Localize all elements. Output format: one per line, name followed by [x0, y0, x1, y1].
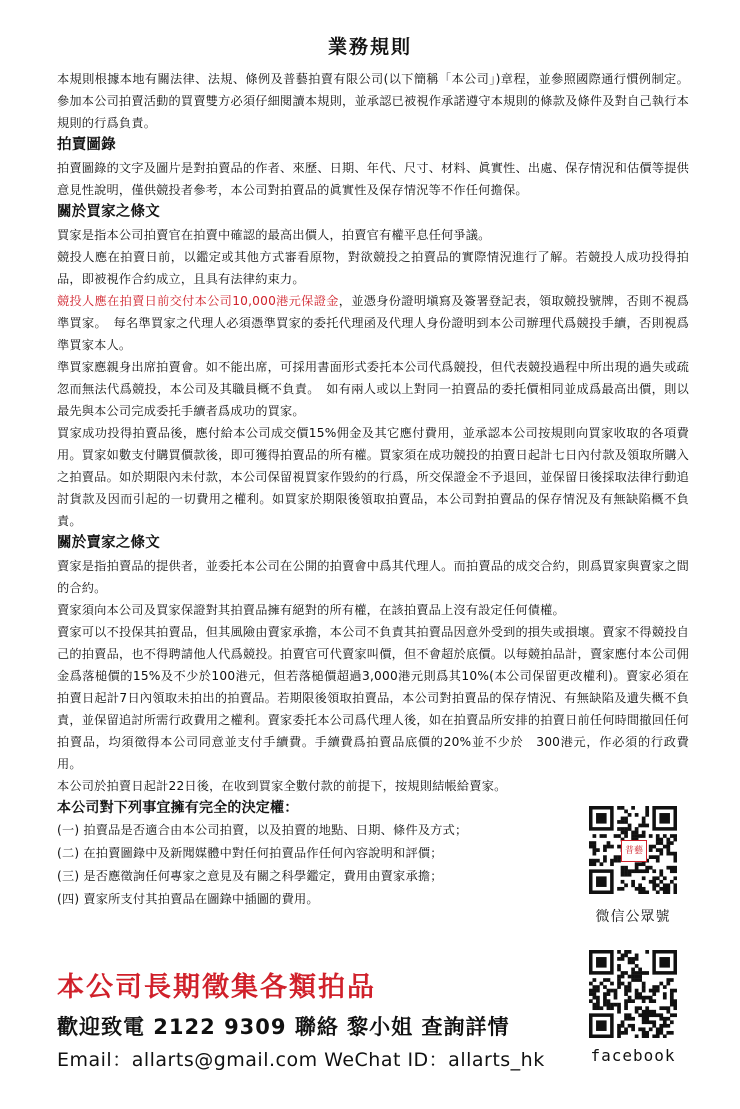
rights-item: (一) 拍賣品是否適合由本公司拍賣，以及拍賣的地點、日期、條件及方式； — [57, 823, 468, 837]
facebook-qr-label: facebook — [590, 1046, 676, 1065]
buyer-paragraph-1: 買家是指本公司拍賣官在拍賣中確認的最高出價人，拍賣官有權平息任何爭議。 — [57, 228, 491, 242]
seller-paragraph-2: 賣家須向本公司及買家保證對其拍賣品擁有絕對的所有權，在該拍賣品上沒有設定任何債權。 — [57, 603, 565, 617]
buyer-paragraph-5: 買家成功投得拍賣品後，應付給本公司成交價15%佣金及其它應付費用，並承認本公司按規則向買家收取的各項費用。買家如數支付購買價款後，即可獲得拍賣品的所有權。買家須在成功競投的拍賣日起計七日內付款及領取所購入之拍賣品。如於期限內未付款，本公司保留視買家作毀約的行爲，所交保證金不予退回，並保留日後採取法律行動追討貨款及因而引起的一切費用之權利。如買家於期限後領取拍賣品，本公司對拍賣品的保存情況及有無缺陷概不負責。 — [57, 426, 689, 528]
wechat-seal-logo: 普藝 — [621, 840, 647, 862]
seller-paragraph-1: 賣家是指拍賣品的提供者，並委托本公司在公開的拍賣會中爲其代理人。而拍賣品的成交合約，則爲買家與賣家之間的合約。 — [57, 559, 689, 595]
page-title: 業務規則 — [327, 36, 412, 58]
buyer-heading: 關於買家之條文 — [57, 204, 160, 220]
rights-item: (三) 是否應徵詢任何專家之意見及有關之科學鑑定，費用由賣家承擔； — [57, 869, 443, 883]
wechat-qr-label: 微信公眾號 — [595, 909, 671, 925]
catalog-paragraph: 拍賣圖錄的文字及圖片是對拍賣品的作者、來歷、日期、年代、尺寸、材料、眞實性、出處、保存情況和估價等提供意見性說明，僅供競投者參考，本公司對拍賣品的眞實性及保存情況等不作任何擔保。 — [57, 161, 689, 197]
seller-paragraph-3: 賣家可以不投保其拍賣品，但其風險由賣家承擔，本公司不負責其拍賣品因意外受到的損失或損壞。賣家不得競投自己的拍賣品，也不得聘請他人代爲競投。拍賣官可代賣家叫價，但不會超於底價。以每競拍品計，賣家應付本公司佣金爲落槌價的15%及不少於100港元，但若落槌價超過3,000港元則爲其10%(本公司保留更改權利)。賣家必須在拍賣日起計7日內領取未拍出的拍賣品。若期限後領取拍賣品，本公司對拍賣品的保存情況、有無缺陷及遺失概不負責，並保留追討所需行政費用之權利。賣家委托本公司爲代理人後，如在拍賣品所安排的拍賣日前任何時間撤回任何拍賣品，均須徵得本公司同意並支付手續費。手續費爲拍賣品底價的20%並不少於 300港元，作必須的行政費用。 — [57, 625, 689, 771]
rights-item: (四) 賣家所支付其拍賣品在圖錄中插圖的費用。 — [57, 892, 319, 906]
intro-paragraph: 本規則根據本地有關法律、法規、條例及普藝拍賣有限公司(以下簡稱「本公司」)章程，並參照國際通行慣例制定。參加本公司拍賣活動的買賣雙方必須仔細閱讀本規則，並承認已被視作承諾遵守本規則的條款及條件及對自己執行本規則的行爲負責。 — [57, 72, 689, 130]
deposit-notice-rest: ，並憑身份證明塡寫及簽署登記表，領取競投號牌，否則不視爲準買家。 每名準買家之代理人必須憑準買家的委托代理函及代理人身份證明到本公司辦理代爲競投手續，否則視爲準買家本人。 — [57, 294, 689, 352]
wechat-qr-code[interactable] — [589, 806, 677, 894]
rights-item: (二) 在拍賣圖錄中及新聞媒體中對任何拍賣品作任何內容說明和評價； — [57, 846, 443, 860]
catalog-heading: 拍賣圖錄 — [57, 137, 116, 153]
contact-line: 歡迎致電 2122 9309 聯絡 黎小姐 查詢詳情 — [57, 1015, 510, 1039]
buyer-paragraph-4: 準買家應親身出席拍賣會。如不能出席，可採用書面形式委托本公司代爲競投，但代表競投過程中所出現的過失或疏忽而無法代爲競投，本公司及其職員概不負責。 如有兩人或以上對同一拍賣品的委托價相同並成爲最高出價，則以最先與本公司完成委托手續者爲成功的買家。 — [57, 360, 689, 418]
buyer-paragraph-2: 競投人應在拍賣日前，以鑑定或其他方式審看原物，對欲競投之拍賣品的實際情況進行了解。若競投人成功投得拍品，即被視作合約成立，且具有法律約束力。 — [57, 250, 689, 286]
seller-heading: 關於賣家之條文 — [57, 535, 160, 551]
rules-body — [57, 68, 689, 911]
rights-heading: 本公司對下列事宜擁有完全的決定權： — [57, 800, 299, 816]
deposit-notice: 競投人應在拍賣日前交付本公司10,000港元保證金 — [57, 294, 339, 308]
seller-paragraph-4: 本公司於拍賣日起計22日後，在收到買家全數付款的前提下，按規則結帳給賣家。 — [57, 779, 507, 793]
email-line: Email：allarts@gmail.com WeChat ID：allarts_hk — [57, 1049, 545, 1071]
facebook-qr-icon — [589, 950, 677, 1038]
facebook-qr-code[interactable] — [589, 950, 677, 1038]
promo-banner: 本公司長期徵集各類拍品 — [57, 972, 376, 1003]
buyer-paragraph-3 — [57, 290, 689, 356]
